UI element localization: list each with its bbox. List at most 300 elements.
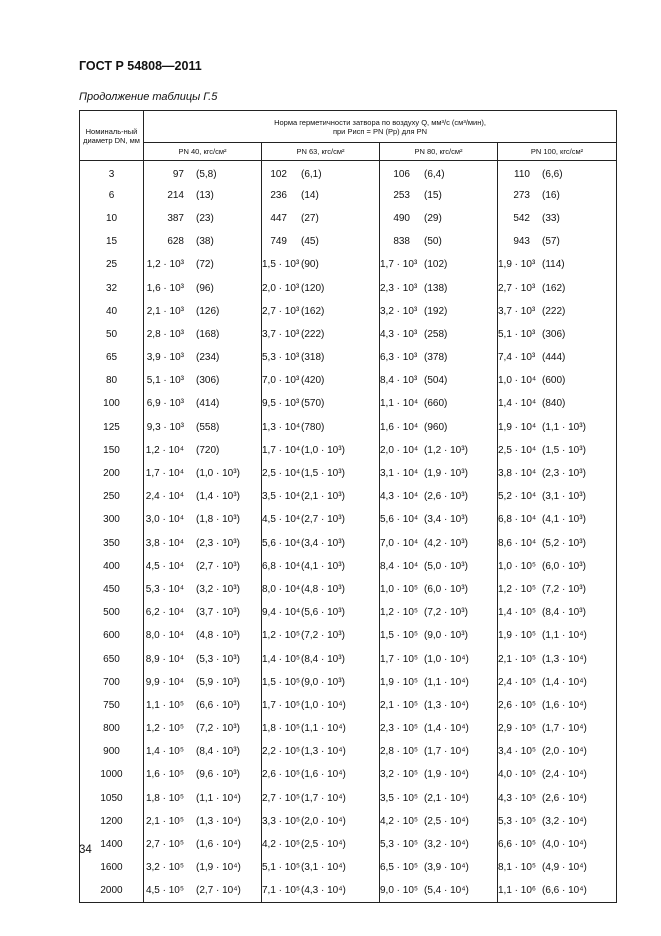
flow-rate-mm3s: 2,5 · 10⁴ <box>498 444 537 456</box>
flow-rate-mm3s: 3,2 · 10⁵ <box>145 862 184 874</box>
value-cell <box>380 555 498 578</box>
value-cell <box>144 717 262 740</box>
table-row <box>80 230 617 253</box>
dn-cell: 32 <box>80 276 144 299</box>
value-cell <box>144 740 262 763</box>
flow-rate-cm3min: (16) <box>542 189 560 201</box>
value-cell <box>380 763 498 786</box>
flow-rate-cm3min: (378) <box>424 352 448 364</box>
flow-rate-mm3s: 943 <box>513 236 530 248</box>
table-row <box>80 207 617 230</box>
flow-rate-cm3min: (3,1 · 10⁴) <box>301 862 346 874</box>
table-row <box>80 369 617 392</box>
table-row <box>80 624 617 647</box>
flow-rate-cm3min: (8,4 · 10³) <box>196 746 240 758</box>
flow-rate-mm3s: 4,3 · 10⁴ <box>380 491 419 503</box>
flow-rate-mm3s: 110 <box>514 168 530 180</box>
flow-rate-cm3min: (318) <box>301 352 325 364</box>
flow-rate-cm3min: (660) <box>424 398 448 410</box>
flow-rate-mm3s: 2,1 · 10³ <box>146 305 184 317</box>
dn-cell: 250 <box>80 485 144 508</box>
flow-rate-cm3min: (234) <box>196 352 220 364</box>
flow-rate-mm3s: 490 <box>393 212 410 224</box>
main-header-line2: при Pисп = PN (Pр) для PN <box>332 126 428 136</box>
dn-cell: 400 <box>80 555 144 578</box>
value-cell <box>498 763 617 786</box>
flow-rate-cm3min: (96) <box>196 282 214 294</box>
table-row <box>80 253 617 276</box>
value-cell <box>498 671 617 694</box>
value-cell <box>262 879 380 902</box>
value-cell <box>144 253 262 276</box>
flow-rate-mm3s: 7,4 · 10³ <box>498 352 536 364</box>
table-row <box>80 763 617 786</box>
flow-rate-cm3min: (2,1 · 10³) <box>301 491 345 503</box>
flow-rate-mm3s: 5,1 · 10⁵ <box>262 862 301 874</box>
value-cell <box>498 346 617 369</box>
flow-rate-mm3s: 2,4 · 10⁵ <box>498 676 537 688</box>
flow-rate-cm3min: (1,9 · 10⁴) <box>196 862 241 874</box>
flow-rate-cm3min: (13) <box>196 189 214 201</box>
flow-rate-mm3s: 8,0 · 10⁴ <box>145 630 184 642</box>
value-cell <box>498 856 617 879</box>
flow-rate-cm3min: (3,2 · 10⁴) <box>424 839 469 851</box>
flow-rate-mm3s: 4,2 · 10⁵ <box>262 839 301 851</box>
table-row <box>80 833 617 856</box>
value-cell <box>380 879 498 902</box>
value-cell <box>498 485 617 508</box>
flow-rate-cm3min: (3,9 · 10⁴) <box>424 862 469 874</box>
flow-rate-cm3min: (4,1 · 10³) <box>301 560 345 572</box>
flow-rate-mm3s: 1,9 · 10⁵ <box>498 630 537 642</box>
flow-rate-mm3s: 1,4 · 10⁴ <box>498 398 537 410</box>
dn-cell: 80 <box>80 369 144 392</box>
flow-rate-cm3min: (2,7 · 10³) <box>196 560 240 572</box>
flow-rate-cm3min: (1,7 · 10⁴) <box>424 746 469 758</box>
flow-rate-cm3min: (5,3 · 10³) <box>196 653 240 665</box>
flow-rate-cm3min: (3,2 · 10³) <box>196 583 240 595</box>
flow-rate-cm3min: (6,6) <box>542 168 563 180</box>
dn-cell: 1600 <box>80 856 144 879</box>
value-cell <box>498 230 617 253</box>
flow-rate-mm3s: 2,8 · 10⁵ <box>380 746 419 758</box>
value-cell <box>498 647 617 670</box>
value-cell <box>144 763 262 786</box>
value-cell <box>144 300 262 323</box>
dn-cell: 1050 <box>80 787 144 810</box>
dn-cell: 800 <box>80 717 144 740</box>
flow-rate-mm3s: 3,2 · 10³ <box>380 305 418 317</box>
flow-rate-mm3s: 3,1 · 10⁴ <box>380 468 419 480</box>
dn-cell: 750 <box>80 694 144 717</box>
flow-rate-mm3s: 1,2 · 10⁵ <box>380 607 419 619</box>
flow-rate-cm3min: (7,2 · 10³) <box>542 583 586 595</box>
flow-rate-cm3min: (4,9 · 10⁴) <box>542 862 587 874</box>
flow-rate-cm3min: (2,7 · 10³) <box>301 514 345 526</box>
flow-rate-mm3s: 9,4 · 10⁴ <box>262 607 301 619</box>
value-cell <box>144 416 262 439</box>
flow-rate-cm3min: (1,1 · 10⁴) <box>424 676 469 688</box>
flow-rate-mm3s: 1,1 · 10⁴ <box>380 398 419 410</box>
flow-rate-cm3min: (126) <box>196 305 220 317</box>
flow-rate-cm3min: (306) <box>542 328 566 340</box>
flow-rate-cm3min: (50) <box>424 236 442 248</box>
flow-rate-mm3s: 6,8 · 10⁴ <box>498 514 537 526</box>
flow-rate-cm3min: (6,0 · 10³) <box>542 560 586 572</box>
value-cell <box>144 346 262 369</box>
value-cell <box>144 161 262 184</box>
value-cell <box>498 300 617 323</box>
value-cell <box>380 392 498 415</box>
value-cell <box>144 624 262 647</box>
value-cell <box>498 184 617 207</box>
table-row <box>80 532 617 555</box>
value-cell <box>144 555 262 578</box>
flow-rate-cm3min: (4,8 · 10³) <box>301 583 345 595</box>
dn-cell: 300 <box>80 508 144 531</box>
flow-rate-cm3min: (570) <box>301 398 325 410</box>
flow-rate-cm3min: (57) <box>542 236 560 248</box>
dn-cell: 350 <box>80 532 144 555</box>
dn-cell: 1400 <box>80 833 144 856</box>
flow-rate-mm3s: 1,5 · 10⁵ <box>262 676 301 688</box>
flow-rate-mm3s: 2,4 · 10⁴ <box>145 491 184 503</box>
table-row <box>80 346 617 369</box>
dn-cell: 1200 <box>80 810 144 833</box>
flow-rate-cm3min: (600) <box>542 375 566 387</box>
table-row <box>80 856 617 879</box>
table-row <box>80 555 617 578</box>
value-cell <box>144 532 262 555</box>
flow-rate-mm3s: 1,1 · 10⁵ <box>145 699 184 711</box>
flow-rate-mm3s: 7,0 · 10³ <box>262 375 300 387</box>
flow-rate-mm3s: 1,4 · 10⁵ <box>145 746 184 758</box>
value-cell <box>380 276 498 299</box>
flow-rate-mm3s: 1,7 · 10⁴ <box>262 444 301 456</box>
flow-rate-cm3min: (1,3 · 10⁴) <box>301 746 346 758</box>
value-cell <box>498 624 617 647</box>
flow-rate-cm3min: (1,7 · 10⁴) <box>542 723 587 735</box>
flow-rate-cm3min: (23) <box>196 212 214 224</box>
value-cell <box>380 647 498 670</box>
value-cell <box>262 323 380 346</box>
value-cell <box>144 369 262 392</box>
flow-rate-cm3min: (2,6 · 10⁴) <box>542 792 587 804</box>
flow-rate-mm3s: 2,0 · 10³ <box>262 282 300 294</box>
flow-rate-cm3min: (258) <box>424 328 448 340</box>
flow-rate-mm3s: 1,4 · 10⁵ <box>262 653 301 665</box>
main-header-line1: Норма герметичности затвора по воздуху Q, мм³/с (см³/мин), <box>274 117 486 127</box>
value-cell <box>262 161 380 184</box>
value-cell <box>380 416 498 439</box>
flow-rate-mm3s: 3,0 · 10⁴ <box>145 514 184 526</box>
flow-rate-cm3min: (1,2 · 10³) <box>424 444 468 456</box>
flow-rate-mm3s: 4,5 · 10⁴ <box>262 514 301 526</box>
flow-rate-cm3min: (2,3 · 10³) <box>542 468 586 480</box>
flow-rate-mm3s: 4,0 · 10⁵ <box>498 769 537 781</box>
flow-rate-cm3min: (9,0 · 10³) <box>301 676 345 688</box>
dn-cell: 50 <box>80 323 144 346</box>
flow-rate-cm3min: (90) <box>301 259 319 271</box>
flow-rate-mm3s: 749 <box>270 236 287 248</box>
flow-rate-mm3s: 4,3 · 10³ <box>380 328 418 340</box>
table-row <box>80 508 617 531</box>
value-cell <box>262 671 380 694</box>
value-cell <box>262 763 380 786</box>
table-row <box>80 323 617 346</box>
dn-cell: 200 <box>80 462 144 485</box>
flow-rate-mm3s: 8,0 · 10⁴ <box>262 583 301 595</box>
flow-rate-mm3s: 6,2 · 10⁴ <box>145 607 184 619</box>
table-row <box>80 276 617 299</box>
dn-cell: 900 <box>80 740 144 763</box>
value-cell <box>498 555 617 578</box>
dn-cell: 25 <box>80 253 144 276</box>
dn-cell: 100 <box>80 392 144 415</box>
value-cell <box>144 485 262 508</box>
value-cell <box>498 601 617 624</box>
value-cell <box>498 369 617 392</box>
value-cell <box>262 416 380 439</box>
flow-rate-mm3s: 1,5 · 10⁵ <box>380 630 419 642</box>
flow-rate-mm3s: 8,6 · 10⁴ <box>498 537 537 549</box>
value-cell <box>498 717 617 740</box>
flow-rate-mm3s: 9,0 · 10⁵ <box>380 885 419 897</box>
value-cell <box>498 416 617 439</box>
flow-rate-mm3s: 236 <box>270 189 287 201</box>
flow-rate-mm3s: 97 <box>172 168 184 180</box>
flow-rate-mm3s: 5,1 · 10³ <box>498 328 536 340</box>
flow-rate-cm3min: (2,0 · 10⁴) <box>542 746 587 758</box>
flow-rate-cm3min: (4,2 · 10³) <box>424 537 468 549</box>
flow-rate-cm3min: (1,7 · 10⁴) <box>301 792 346 804</box>
flow-rate-mm3s: 2,6 · 10⁵ <box>262 769 301 781</box>
dn-cell: 3 <box>80 161 144 184</box>
value-cell <box>262 462 380 485</box>
value-cell <box>262 439 380 462</box>
flow-rate-mm3s: 2,7 · 10⁵ <box>145 839 184 851</box>
flow-rate-cm3min: (1,1 · 10⁴) <box>301 723 346 735</box>
table-row <box>80 717 617 740</box>
dn-cell: 10 <box>80 207 144 230</box>
value-cell <box>380 787 498 810</box>
dn-cell: 700 <box>80 671 144 694</box>
value-cell <box>498 508 617 531</box>
value-cell <box>262 300 380 323</box>
flow-rate-mm3s: 5,3 · 10⁵ <box>380 839 419 851</box>
value-cell <box>380 230 498 253</box>
flow-rate-cm3min: (7,2 · 10³) <box>301 630 345 642</box>
flow-rate-mm3s: 5,6 · 10⁴ <box>262 537 301 549</box>
flow-rate-mm3s: 2,3 · 10⁵ <box>380 723 419 735</box>
flow-rate-mm3s: 6,3 · 10³ <box>380 352 418 364</box>
flow-rate-mm3s: 4,5 · 10⁵ <box>145 885 184 897</box>
table-caption: Продолжение таблицы Г.5 <box>79 91 218 103</box>
flow-rate-mm3s: 838 <box>393 236 410 248</box>
value-cell <box>144 879 262 902</box>
value-cell <box>262 369 380 392</box>
value-cell <box>262 717 380 740</box>
dn-cell: 450 <box>80 578 144 601</box>
value-cell <box>380 601 498 624</box>
flow-rate-cm3min: (120) <box>301 282 325 294</box>
value-cell <box>380 856 498 879</box>
value-cell <box>380 323 498 346</box>
pn80-column-header: PN 80, кгс/см² <box>380 143 498 161</box>
flow-rate-cm3min: (1,4 · 10⁴) <box>424 723 469 735</box>
flow-rate-mm3s: 1,5 · 10³ <box>262 259 300 271</box>
flow-rate-mm3s: 4,3 · 10⁵ <box>498 792 537 804</box>
value-cell <box>262 392 380 415</box>
value-cell <box>498 276 617 299</box>
flow-rate-cm3min: (1,1 · 10³) <box>542 421 586 433</box>
flow-rate-cm3min: (444) <box>542 352 566 364</box>
flow-rate-mm3s: 1,7 · 10⁴ <box>145 468 184 480</box>
flow-rate-cm3min: (27) <box>301 212 319 224</box>
flow-rate-cm3min: (6,6 · 10³) <box>196 699 240 711</box>
flow-rate-cm3min: (1,0 · 10³) <box>301 444 345 456</box>
value-cell <box>262 833 380 856</box>
value-cell <box>144 230 262 253</box>
flow-rate-mm3s: 1,6 · 10⁵ <box>145 769 184 781</box>
table-row <box>80 740 617 763</box>
value-cell <box>380 369 498 392</box>
flow-rate-mm3s: 1,6 · 10³ <box>146 282 184 294</box>
value-cell <box>262 346 380 369</box>
value-cell <box>380 161 498 184</box>
flow-rate-cm3min: (414) <box>196 398 220 410</box>
value-cell <box>262 207 380 230</box>
flow-rate-mm3s: 3,4 · 10⁵ <box>498 746 537 758</box>
table-row <box>80 439 617 462</box>
value-cell <box>144 508 262 531</box>
flow-rate-cm3min: (4,0 · 10⁴) <box>542 839 587 851</box>
flow-rate-cm3min: (1,5 · 10³) <box>301 468 345 480</box>
flow-rate-cm3min: (222) <box>301 328 325 340</box>
flow-rate-cm3min: (33) <box>542 212 560 224</box>
flow-rate-mm3s: 6,8 · 10⁴ <box>262 560 301 572</box>
value-cell <box>380 439 498 462</box>
flow-rate-cm3min: (7,2 · 10³) <box>196 723 240 735</box>
flow-rate-cm3min: (2,0 · 10⁴) <box>301 815 346 827</box>
flow-rate-mm3s: 3,5 · 10⁴ <box>262 491 301 503</box>
flow-rate-mm3s: 3,8 · 10⁴ <box>498 468 537 480</box>
table-row <box>80 300 617 323</box>
flow-rate-cm3min: (2,5 · 10⁴) <box>301 839 346 851</box>
flow-rate-cm3min: (192) <box>424 305 448 317</box>
flow-rate-mm3s: 2,8 · 10³ <box>146 328 184 340</box>
value-cell <box>380 508 498 531</box>
value-cell <box>144 601 262 624</box>
flow-rate-cm3min: (1,0 · 10⁴) <box>301 699 346 711</box>
flow-rate-cm3min: (5,8) <box>196 168 217 180</box>
flow-rate-cm3min: (780) <box>301 421 325 433</box>
value-cell <box>262 555 380 578</box>
value-cell <box>144 694 262 717</box>
flow-rate-cm3min: (6,4) <box>424 168 445 180</box>
flow-rate-mm3s: 3,8 · 10⁴ <box>145 537 184 549</box>
flow-rate-mm3s: 9,5 · 10³ <box>262 398 300 410</box>
table-row <box>80 647 617 670</box>
value-cell <box>380 578 498 601</box>
flow-rate-mm3s: 2,1 · 10⁵ <box>380 699 419 711</box>
flow-rate-mm3s: 273 <box>513 189 530 201</box>
value-cell <box>262 624 380 647</box>
flow-rate-cm3min: (6,0 · 10³) <box>424 583 468 595</box>
flow-rate-cm3min: (2,4 · 10⁴) <box>542 769 587 781</box>
flow-rate-cm3min: (2,3 · 10³) <box>196 537 240 549</box>
flow-rate-cm3min: (2,1 · 10⁴) <box>424 792 469 804</box>
flow-rate-cm3min: (102) <box>424 259 448 271</box>
value-cell <box>498 810 617 833</box>
flow-rate-mm3s: 447 <box>270 212 287 224</box>
value-cell <box>498 323 617 346</box>
flow-rate-cm3min: (7,2 · 10³) <box>424 607 468 619</box>
value-cell <box>380 300 498 323</box>
table-row <box>80 787 617 810</box>
value-cell <box>262 253 380 276</box>
table-row <box>80 392 617 415</box>
flow-rate-mm3s: 1,0 · 10⁵ <box>380 583 419 595</box>
value-cell <box>498 740 617 763</box>
flow-rate-mm3s: 1,2 · 10⁵ <box>262 630 301 642</box>
flow-rate-mm3s: 7,0 · 10⁴ <box>380 537 419 549</box>
flow-rate-cm3min: (3,1 · 10³) <box>542 491 586 503</box>
value-cell <box>498 207 617 230</box>
flow-rate-mm3s: 1,2 · 10³ <box>146 259 184 271</box>
flow-rate-mm3s: 628 <box>167 236 184 248</box>
flow-rate-cm3min: (1,5 · 10³) <box>542 444 586 456</box>
flow-rate-mm3s: 1,1 · 10⁶ <box>498 885 537 897</box>
flow-rate-cm3min: (138) <box>424 282 448 294</box>
table-body <box>80 161 617 903</box>
flow-rate-cm3min: (1,6 · 10⁴) <box>301 769 346 781</box>
flow-rate-mm3s: 214 <box>167 189 184 201</box>
flow-rate-mm3s: 1,6 · 10⁴ <box>380 421 419 433</box>
flow-rate-cm3min: (3,7 · 10³) <box>196 607 240 619</box>
flow-rate-cm3min: (4,1 · 10³) <box>542 514 586 526</box>
flow-rate-cm3min: (420) <box>301 375 325 387</box>
page-number: 34 <box>79 844 92 856</box>
value-cell <box>144 184 262 207</box>
table-row <box>80 485 617 508</box>
dn-cell: 1000 <box>80 763 144 786</box>
value-cell <box>380 207 498 230</box>
value-cell <box>262 532 380 555</box>
value-cell <box>380 833 498 856</box>
value-cell <box>380 740 498 763</box>
flow-rate-cm3min: (222) <box>542 305 566 317</box>
flow-rate-cm3min: (840) <box>542 398 566 410</box>
flow-rate-mm3s: 106 <box>393 168 410 180</box>
flow-rate-cm3min: (1,4 · 10³) <box>196 491 240 503</box>
dn-cell: 600 <box>80 624 144 647</box>
flow-rate-mm3s: 1,0 · 10⁴ <box>498 375 537 387</box>
value-cell <box>498 833 617 856</box>
flow-rate-cm3min: (14) <box>301 189 319 201</box>
flow-rate-cm3min: (29) <box>424 212 442 224</box>
value-cell <box>144 787 262 810</box>
value-cell <box>262 601 380 624</box>
flow-rate-mm3s: 5,1 · 10³ <box>146 375 184 387</box>
flow-rate-cm3min: (1,0 · 10³) <box>196 468 240 480</box>
flow-rate-mm3s: 1,8 · 10⁵ <box>262 723 301 735</box>
flow-rate-cm3min: (168) <box>196 328 220 340</box>
value-cell <box>262 485 380 508</box>
flow-rate-mm3s: 6,9 · 10³ <box>146 398 184 410</box>
flow-rate-mm3s: 2,1 · 10⁵ <box>498 653 537 665</box>
dn-cell: 2000 <box>80 879 144 902</box>
